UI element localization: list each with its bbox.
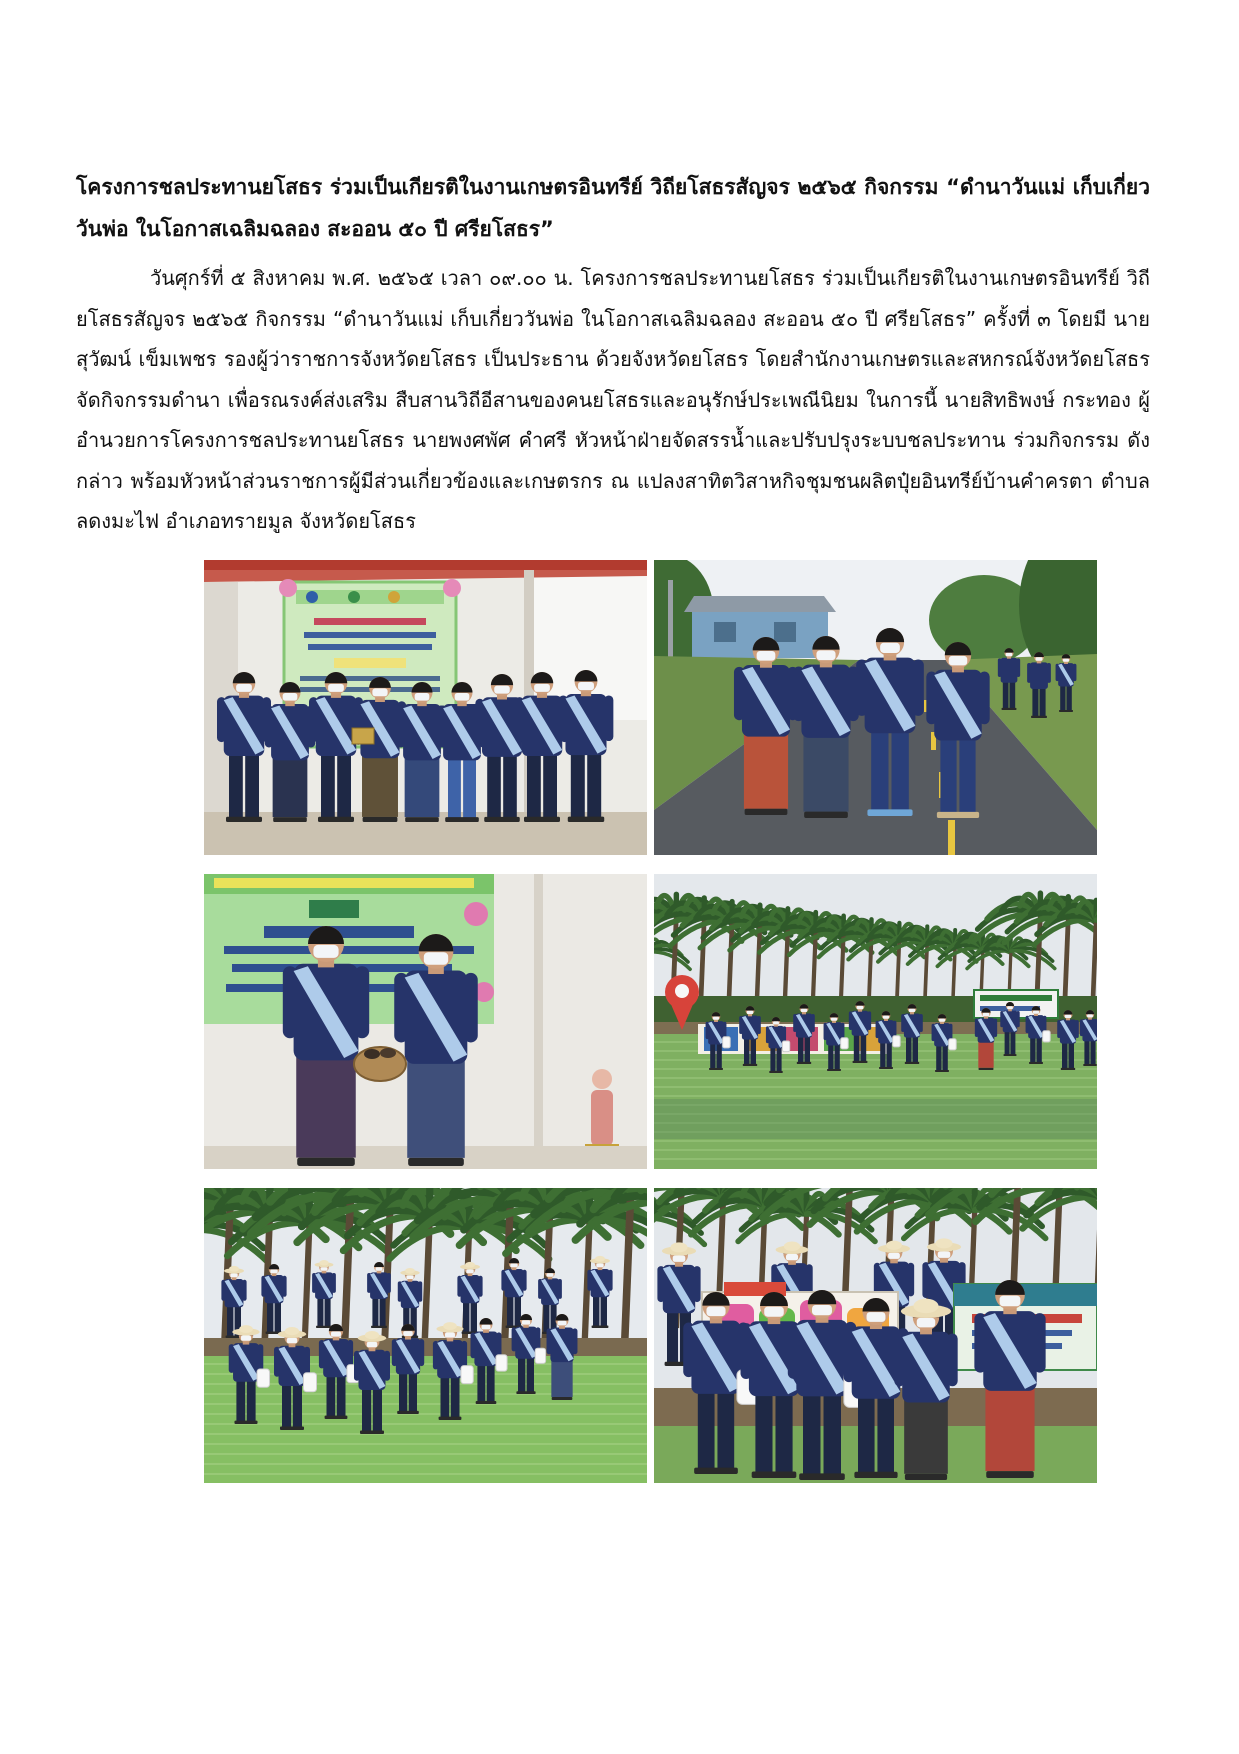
seedling-bag <box>949 1038 957 1049</box>
shoes <box>439 1416 462 1419</box>
banner-text-strip <box>314 618 426 625</box>
shoes <box>371 1325 387 1327</box>
seedling-bag <box>304 1372 317 1391</box>
face-mask <box>534 683 550 691</box>
face-mask <box>1063 658 1069 661</box>
left-leg <box>593 1295 599 1328</box>
face-mask <box>270 1269 277 1273</box>
shoes <box>905 1061 919 1063</box>
photo-ceremony-group <box>204 560 647 855</box>
shoes <box>1059 709 1073 711</box>
right-leg <box>1090 1039 1095 1065</box>
left-leg <box>399 1371 407 1413</box>
right-leg <box>487 1363 495 1403</box>
right-leg <box>834 1043 839 1070</box>
skirt <box>744 731 788 808</box>
skirt <box>803 732 848 811</box>
photo-grid <box>204 560 1097 1483</box>
right-leg <box>824 1390 841 1479</box>
right-leg <box>337 1374 346 1419</box>
house-window <box>774 622 796 642</box>
statue-body <box>591 1090 613 1146</box>
photo-rice-field-wide <box>654 874 1097 1169</box>
face-mask <box>1006 652 1013 655</box>
face-mask <box>236 683 252 691</box>
face-mask <box>376 1267 383 1271</box>
skirt <box>978 1040 993 1067</box>
shoes <box>445 817 479 822</box>
shirt <box>1030 662 1048 689</box>
shoes <box>854 1471 897 1477</box>
right-leg <box>463 756 476 822</box>
skirt <box>407 1056 465 1157</box>
photo-group-with-sign <box>654 1188 1097 1483</box>
face-mask <box>773 1021 779 1024</box>
face-mask <box>867 1312 886 1322</box>
right-leg <box>886 1041 891 1068</box>
left-leg <box>798 1035 804 1063</box>
shoes <box>297 1157 355 1165</box>
roof-beam <box>204 560 647 570</box>
right-leg <box>1010 1030 1015 1055</box>
face-mask <box>481 1324 490 1329</box>
left-leg <box>854 1033 860 1062</box>
face-mask <box>313 944 338 957</box>
statue-head <box>592 1069 612 1089</box>
shoes <box>1083 1064 1096 1066</box>
face-mask <box>938 1251 951 1257</box>
hat-crown <box>784 1241 800 1250</box>
skirt <box>551 1359 572 1396</box>
hat-crown <box>319 1260 328 1265</box>
left-leg <box>803 1390 820 1479</box>
face-mask <box>917 1317 935 1327</box>
face-mask <box>403 1331 412 1336</box>
shoes <box>709 1067 723 1069</box>
hat-crown <box>913 1298 938 1313</box>
left-leg <box>282 1383 291 1430</box>
seedling-bag <box>496 1354 507 1370</box>
face-mask <box>949 655 967 665</box>
left-leg <box>229 751 243 822</box>
seedling-bag <box>841 1037 849 1048</box>
shoes <box>1031 715 1047 717</box>
left-leg <box>518 1356 525 1394</box>
shoes <box>867 809 912 816</box>
left-leg <box>507 1295 513 1328</box>
logo-icon <box>306 591 318 603</box>
left-leg <box>372 1296 378 1327</box>
door-frame <box>534 874 543 1169</box>
face-mask <box>230 1273 237 1277</box>
shoes <box>797 1061 811 1063</box>
right-leg <box>942 1044 947 1071</box>
face-mask <box>757 651 776 661</box>
left-leg <box>710 1042 715 1069</box>
photo-basket-handover <box>204 874 647 1169</box>
left-leg <box>906 1035 912 1063</box>
shoes <box>280 1426 304 1430</box>
left-leg <box>441 1375 450 1420</box>
shoes <box>937 811 979 817</box>
left-leg <box>1030 1036 1035 1063</box>
hat-crown <box>465 1261 475 1267</box>
right-leg <box>804 1035 810 1063</box>
shoes <box>273 817 307 822</box>
right-leg <box>1009 680 1015 709</box>
shoes <box>552 1396 573 1399</box>
right-leg <box>325 1296 331 1327</box>
hat-crown <box>239 1325 253 1333</box>
face-mask <box>283 693 298 701</box>
left-leg <box>744 1037 750 1065</box>
hat-crown <box>670 1242 687 1252</box>
shoes <box>769 1071 782 1073</box>
left-leg <box>1060 684 1065 711</box>
left-leg <box>448 756 461 822</box>
shoes <box>1002 707 1017 709</box>
face-mask <box>983 1012 990 1015</box>
left-leg <box>1062 1041 1068 1069</box>
seedling-bag <box>461 1365 473 1383</box>
right-leg <box>373 1387 382 1434</box>
shoes <box>935 1069 949 1071</box>
shoes <box>827 1068 841 1070</box>
shoes <box>853 1060 868 1062</box>
left-leg <box>327 1374 336 1419</box>
face-mask <box>939 1018 945 1021</box>
right-leg <box>471 1301 477 1334</box>
photo-road-procession <box>654 560 1097 855</box>
face-mask <box>415 693 430 701</box>
right-leg <box>776 1046 781 1072</box>
pin-center <box>675 984 689 998</box>
face-mask <box>321 1267 328 1271</box>
left-leg <box>1003 680 1009 709</box>
seedling-bag <box>535 1348 545 1363</box>
face-mask <box>287 1337 298 1342</box>
shoes <box>226 816 262 821</box>
face-mask <box>888 1252 900 1258</box>
shoes <box>592 1325 609 1327</box>
shoes <box>905 1473 947 1479</box>
left-leg <box>362 1387 371 1434</box>
face-mask <box>909 1008 915 1011</box>
shoes <box>318 816 354 821</box>
right-leg <box>451 1375 460 1420</box>
banner-text-strip <box>980 995 1052 1001</box>
skirt <box>405 756 440 817</box>
face-mask <box>1036 657 1043 661</box>
left-leg <box>770 1046 775 1072</box>
plaque <box>352 728 374 744</box>
face-mask <box>816 650 835 660</box>
shoes <box>363 816 398 821</box>
face-mask <box>801 1008 807 1011</box>
shoes <box>397 1410 419 1413</box>
right-leg <box>337 751 351 822</box>
shoes <box>743 1063 757 1065</box>
shoes <box>804 811 848 817</box>
left-leg <box>571 750 585 821</box>
banner-text-strip <box>300 676 440 681</box>
left-leg <box>698 1388 715 1474</box>
shoes <box>986 1471 1034 1478</box>
face-mask <box>706 1306 725 1316</box>
flower-decoration <box>443 579 461 597</box>
right-leg <box>587 750 601 821</box>
left-leg <box>936 1044 941 1071</box>
woven-basket <box>354 1047 406 1081</box>
face-mask <box>424 952 448 965</box>
photo-rice-planting-image <box>204 1188 647 1483</box>
right-leg <box>1068 1041 1074 1069</box>
banner-label-box <box>309 900 359 918</box>
face-mask <box>747 1010 753 1013</box>
right-leg <box>1040 686 1046 717</box>
seedling-bag <box>723 1036 731 1047</box>
face-mask <box>372 688 387 696</box>
face-mask <box>328 683 344 691</box>
left-leg <box>940 735 956 818</box>
right-leg <box>912 1035 918 1063</box>
shoes <box>405 817 439 822</box>
house-roof <box>684 596 836 612</box>
right-leg <box>1036 1036 1041 1063</box>
face-mask <box>713 1016 719 1019</box>
shoes <box>524 816 560 821</box>
right-leg <box>750 1037 756 1065</box>
face-mask <box>445 1332 455 1337</box>
photo-road-procession-image <box>654 560 1097 855</box>
road-center-line <box>948 820 955 855</box>
right-leg <box>275 1301 281 1334</box>
hat-crown <box>365 1331 379 1339</box>
banner-text-strip <box>308 644 432 650</box>
face-mask <box>510 1263 517 1267</box>
left-leg <box>828 1043 833 1070</box>
skirt <box>362 753 398 816</box>
logo-icon <box>348 591 360 603</box>
photo-rice-field-wide-image <box>654 874 1097 1169</box>
right-leg <box>515 1295 521 1328</box>
face-mask <box>857 1005 864 1008</box>
left-leg <box>236 1378 245 1423</box>
left-leg <box>1084 1039 1089 1065</box>
right-leg <box>892 727 909 815</box>
shoes <box>1004 1054 1017 1056</box>
skirt <box>273 756 308 817</box>
skirt <box>296 1053 356 1157</box>
right-leg <box>717 1388 734 1474</box>
face-mask <box>1087 1014 1093 1017</box>
face-mask <box>547 1273 554 1277</box>
banner-text-strip <box>304 632 436 638</box>
document-title: โครงการชลประทานยโสธร ร่วมเป็นเกียรติในงานเกษตรอินทรีย์ วิถียโสธรสัญจร ๒๕๖๕ กิจกรรม “ดำนาวันแม่ เก็บเกี่ยววันพ่อ ในโอกาสเฉลิมฉลอง สะออน ๕๐ ปี ศรียโสธร” <box>76 175 1150 241</box>
shoes <box>484 816 520 821</box>
hat-crown <box>443 1322 457 1330</box>
seedling-bag <box>893 1035 901 1046</box>
banner-text-strip <box>214 878 474 888</box>
face-mask <box>367 1341 378 1346</box>
face-mask <box>494 685 510 693</box>
left-leg <box>871 727 888 815</box>
shoes <box>1029 1061 1043 1063</box>
shoes <box>752 1471 797 1478</box>
face-mask <box>880 642 900 652</box>
hat-crown <box>229 1265 239 1271</box>
right-leg <box>877 1393 894 1478</box>
shoes <box>979 1067 994 1069</box>
face-mask <box>764 1306 784 1316</box>
face-mask <box>557 1320 566 1325</box>
right-leg <box>503 752 517 822</box>
hat-crown <box>886 1240 902 1249</box>
shoes <box>879 1066 893 1068</box>
shirt <box>1001 657 1018 682</box>
shoes <box>408 1157 464 1165</box>
hat-crown <box>595 1255 605 1261</box>
basket-item <box>364 1049 380 1059</box>
left-leg <box>858 1393 875 1478</box>
face-mask <box>241 1335 251 1340</box>
face-mask <box>596 1263 603 1267</box>
face-mask <box>1007 1006 1013 1009</box>
photo-group-with-sign-image <box>654 1188 1097 1483</box>
flower-decoration <box>464 902 488 926</box>
face-mask <box>578 681 594 689</box>
seedling-bag <box>782 1040 789 1051</box>
face-mask <box>522 1320 530 1324</box>
left-leg <box>477 1363 485 1403</box>
left-leg <box>880 1041 885 1068</box>
left-leg <box>667 1309 678 1365</box>
photo-ceremony-group-image <box>204 560 647 855</box>
left-leg <box>1032 686 1038 717</box>
right-leg <box>527 1356 534 1394</box>
face-mask <box>812 1304 832 1314</box>
left-leg <box>321 751 335 822</box>
document-content <box>76 166 1150 1483</box>
shoes <box>325 1415 348 1418</box>
right-leg <box>245 751 259 822</box>
left-leg <box>267 1301 273 1334</box>
right-leg <box>716 1042 721 1069</box>
right-leg <box>543 751 557 822</box>
shoes <box>360 1430 384 1434</box>
shoes <box>316 1325 332 1327</box>
right-leg <box>247 1378 256 1423</box>
photo-rice-planting <box>204 1188 647 1483</box>
shoes <box>234 1420 257 1423</box>
shoes <box>568 816 604 821</box>
shoes <box>1061 1067 1075 1069</box>
right-leg <box>380 1296 386 1327</box>
face-mask <box>1033 1010 1039 1013</box>
left-leg <box>317 1296 323 1327</box>
hat-crown <box>405 1267 415 1273</box>
field-water <box>654 1099 1097 1139</box>
right-leg <box>775 1390 792 1477</box>
face-mask <box>786 1254 798 1260</box>
shoes <box>516 1391 535 1394</box>
skirt <box>985 1384 1034 1470</box>
hat-crown <box>285 1327 299 1335</box>
face-mask <box>883 1015 889 1018</box>
left-leg <box>1005 1030 1010 1055</box>
seedling-bag <box>257 1369 269 1387</box>
banner-label-box <box>334 658 406 668</box>
left-leg <box>755 1390 772 1477</box>
right-leg <box>601 1295 607 1328</box>
right-leg <box>860 1033 866 1062</box>
banner-header-band <box>296 590 444 604</box>
left-leg <box>463 1301 469 1334</box>
right-leg <box>1066 684 1071 711</box>
photo-basket-handover-image <box>204 874 647 1169</box>
skirt <box>904 1397 948 1474</box>
shoes <box>694 1467 738 1473</box>
seedling-bag <box>1043 1030 1051 1041</box>
face-mask <box>1000 1295 1021 1306</box>
flower-decoration <box>279 579 297 597</box>
face-mask <box>406 1275 413 1279</box>
shoes <box>745 808 788 814</box>
house-window <box>714 622 736 642</box>
document-body-paragraph: วันศุกร์ที่ ๕ สิงหาคม พ.ศ. ๒๕๖๕ เวลา ๐๙.๐๐ น. โครงการชลประทานยโสธร ร่วมเป็นเกียรติในงานเกษตรอินทรีย์ วิถียโสธรสัญจร ๒๕๖๕ กิจกรรม “ดำนาวันแม่ เก็บเกี่ยววันพ่อ ในโอกาสเฉลิมฉลอง สะออน ๕๐ ปี ศรียโสธร” ครั้งที่ ๓ โดยมี นายสุวัฒน์ เข็มเพชร รองผู้ว่าราชการจังหวัดยโสธร เป็นประธาน ด้วยจังหวัดยโสธร โดยสำนักงานเกษตรและสหกรณ์จังหวัดยโสธร จัดกิจกรรมดำนา เพื่อรณรงค์ส่งเสริม สืบสานวิถีอีสานของคนยโสธรและอนุรักษ์ประเพณีนิยม ในการนี้ นายสิทธิพงษ์ กระทอง ผู้อำนวยการโครงการชลประทานยโสธร นายพงศพัศ คำศรี หัวหน้าฝ่ายจัดสรรน้ำและปรับปรุงระบบชลประทาน ร่วมกิจกรรม ดังกล่าว พร้อมหัวหน้าส่วนราชการผู้มีส่วนเกี่ยวข้องและเกษตรกร ณ แปลงสาทิตวิสาหกิจชุมชนผลิตปุ๋ยอินทรีย์บ้านคำครตา ตำบลลดงมะไฟ อำเภอทรายมูล จังหวัดยโสธร <box>76 266 1150 533</box>
left-leg <box>227 1305 233 1338</box>
right-leg <box>959 735 975 818</box>
logo-icon <box>388 591 400 603</box>
face-mask <box>673 1255 686 1261</box>
hat-crown <box>935 1238 952 1248</box>
basket <box>354 1047 406 1081</box>
right-leg <box>409 1371 417 1413</box>
left-leg <box>527 751 541 822</box>
face-mask <box>1065 1014 1071 1017</box>
shoes <box>799 1473 845 1480</box>
face-mask <box>455 693 470 701</box>
shoes <box>476 1400 497 1403</box>
banner-header-band <box>954 1284 1097 1306</box>
basket-item <box>380 1048 396 1058</box>
face-mask <box>331 1331 341 1336</box>
face-mask <box>831 1017 837 1020</box>
left-leg <box>487 752 501 822</box>
right-leg <box>293 1383 302 1430</box>
face-mask <box>466 1269 473 1273</box>
